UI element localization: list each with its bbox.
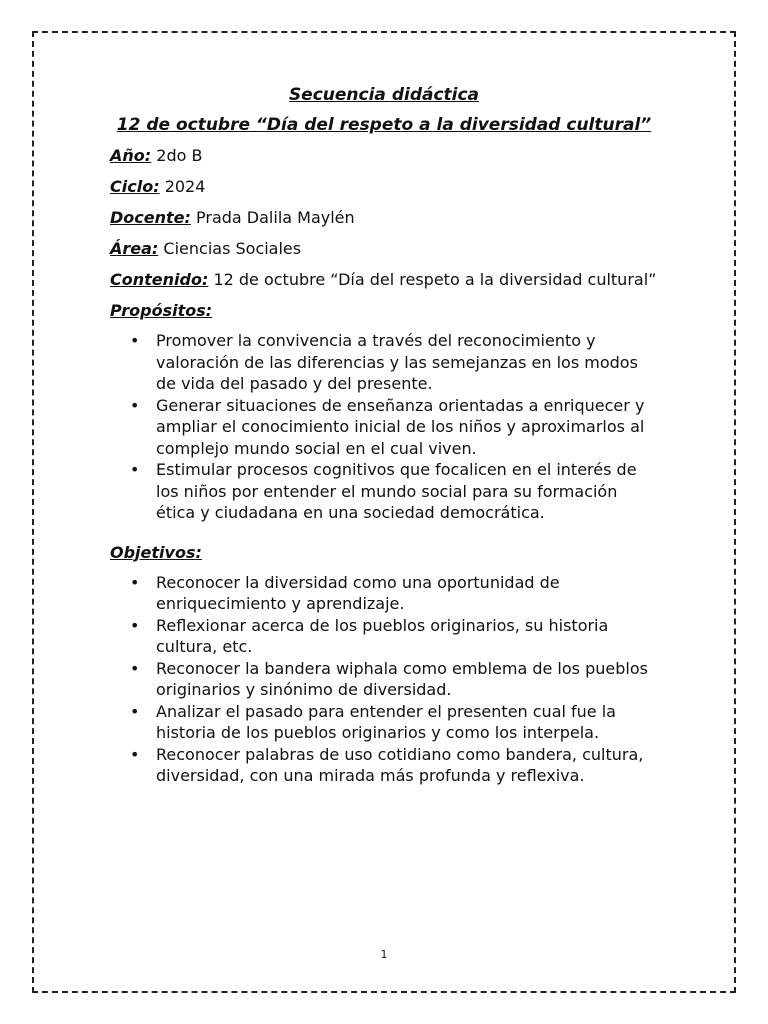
document-title: Secuencia didáctica <box>288 85 480 105</box>
list-item: • Generar situaciones de enseñanza orientadas a enriquecer y ampliar el conocimiento inicial de los niños y aproximarlos al complejo mundo social en el cual viven. <box>110 395 658 460</box>
propositos-heading: Propósitos: <box>110 301 213 320</box>
field-area <box>110 238 658 260</box>
document-body <box>110 84 658 787</box>
field-label: Ciclo: <box>110 177 160 196</box>
objetivos-heading: Objetivos: <box>110 542 202 562</box>
page-number: 1 <box>380 948 388 961</box>
list-item: • Reflexionar acerca de los pueblos originarios, su historia cultura, etc. <box>110 615 658 658</box>
objetivos-list <box>110 572 658 787</box>
list-item: • Promover la convivencia a través del reconocimiento y valoración de las diferencias y las semejanzas en los modos de vida del pasado y del presente. <box>110 330 658 395</box>
field-value: Prada Dalila Maylén <box>196 208 355 227</box>
field-contenido <box>110 269 658 291</box>
field-label: Contenido: <box>110 270 209 289</box>
list-item: • Estimular procesos cognitivos que focalicen en el interés de los niños por entender el mundo social para su formación ética y ciudadana en una sociedad democrática. <box>110 459 658 524</box>
field-ciclo <box>110 176 658 198</box>
field-value: Ciencias Sociales <box>163 239 302 258</box>
propositos-list <box>110 330 658 524</box>
document-subtitle: 12 de octubre “Día del respeto a la diversidad cultural” <box>116 115 652 135</box>
list-item: • Reconocer la diversidad como una oportunidad de enriquecimiento y aprendizaje. <box>110 572 658 615</box>
field-value: 12 de octubre “Día del respeto a la diversidad cultural” <box>213 270 657 289</box>
field-value: 2024 <box>164 177 206 196</box>
field-docente <box>110 207 658 229</box>
list-item: • Reconocer palabras de uso cotidiano como bandera, cultura, diversidad, con una mirada más profunda y reflexiva. <box>110 744 658 787</box>
section-spacer <box>110 524 658 542</box>
field-ano <box>110 145 658 167</box>
list-item: • Reconocer la bandera wiphala como emblema de los pueblos originarios y sinónimo de diversidad. <box>110 658 658 701</box>
field-label: Área: <box>110 239 159 258</box>
field-label: Año: <box>110 146 152 165</box>
list-item: • Analizar el pasado para entender el presenten cual fue la historia de los pueblos originarios y como los interpela. <box>110 701 658 744</box>
field-value: 2do B <box>156 146 203 165</box>
field-label: Docente: <box>110 208 191 227</box>
